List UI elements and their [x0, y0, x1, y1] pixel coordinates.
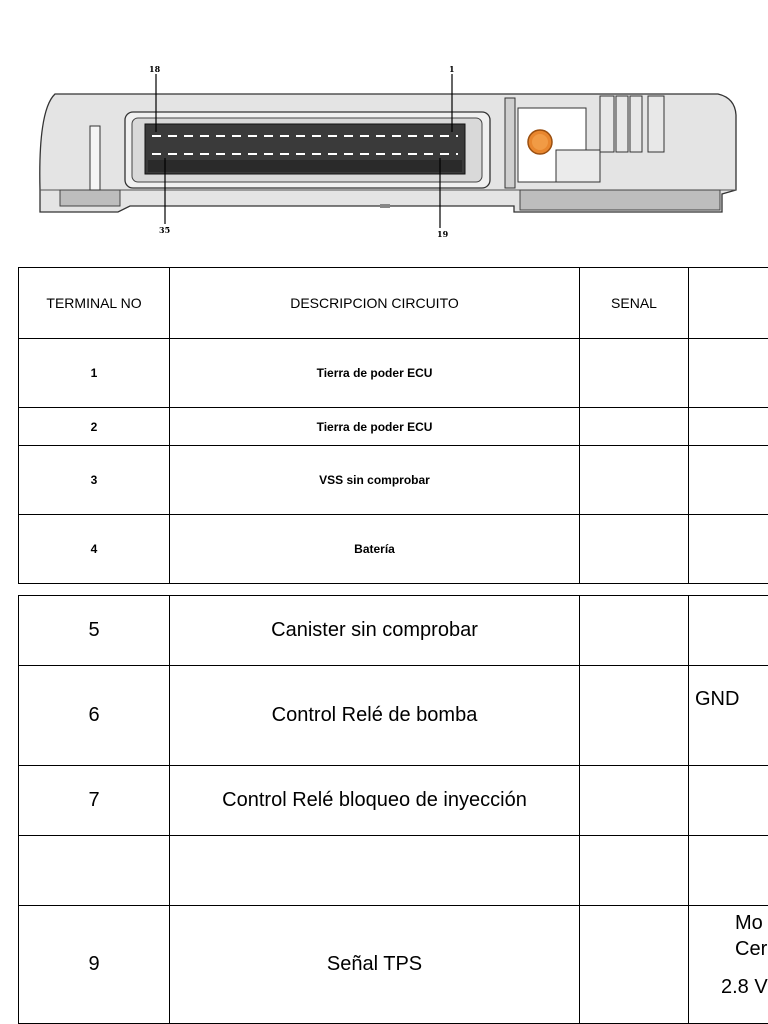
terminal-cell: [19, 836, 170, 906]
senal-cell: [580, 515, 689, 584]
extra-line: Mo: [735, 912, 763, 934]
housing-slot: [90, 126, 100, 190]
header-descripcion: DESCRIPCION CIRCUITO: [170, 268, 580, 339]
extra-cell: [689, 446, 768, 515]
senal-cell: [580, 836, 689, 906]
ecu-connector-diagram: [0, 0, 768, 250]
extra-cell: [689, 666, 768, 766]
senal-cell: [580, 339, 689, 408]
pin-label-1: 1: [449, 64, 455, 74]
terminal-cell: 1: [19, 339, 170, 408]
extra-cell: [689, 766, 768, 836]
description-cell: Batería: [170, 515, 580, 584]
pin-label-19: 19: [437, 229, 449, 239]
table-row: [19, 596, 768, 666]
senal-cell: [580, 666, 689, 766]
description-cell: Tierra de poder ECU: [170, 339, 580, 408]
extra-cell: [689, 906, 768, 1024]
terminal-cell: 3: [19, 446, 170, 515]
pin-label-35: 35: [159, 225, 171, 235]
extra-cell: [689, 836, 768, 906]
senal-cell: [580, 408, 689, 446]
extra-cell: [689, 408, 768, 446]
header-extra: [689, 268, 768, 339]
terminal-cell: 7: [19, 766, 170, 836]
description-cell: Tierra de poder ECU: [170, 408, 580, 446]
extra-cell: [689, 515, 768, 584]
table-header-row: [19, 268, 768, 339]
extra-cell: [689, 339, 768, 408]
senal-cell: [580, 446, 689, 515]
table-row: [19, 766, 768, 836]
table-row: [19, 515, 768, 584]
pinout-table-1: [18, 267, 768, 584]
header-terminal: TERMINAL NO: [19, 268, 170, 339]
description-cell: [170, 836, 580, 906]
terminal-cell: 4: [19, 515, 170, 584]
description-cell: Canister sin comprobar: [170, 596, 580, 666]
senal-cell: [580, 766, 689, 836]
table-row: [19, 836, 768, 906]
senal-cell: [580, 906, 689, 1024]
extra-cell: [689, 596, 768, 666]
extra-line: 2.8 V: [721, 976, 768, 998]
table-row: [19, 408, 768, 446]
description-cell: Control Relé de bomba: [170, 666, 580, 766]
pinout-table-2: [18, 595, 768, 1024]
terminal-cell: 2: [19, 408, 170, 446]
terminal-cell: 6: [19, 666, 170, 766]
description-cell: Señal TPS: [170, 906, 580, 1024]
header-senal: SENAL: [580, 268, 689, 339]
table-row: [19, 446, 768, 515]
table-row: [19, 906, 768, 1024]
terminal-cell: 9: [19, 906, 170, 1024]
table-row: [19, 339, 768, 408]
extra-line: Cer: [735, 938, 768, 960]
description-cell: VSS sin comprobar: [170, 446, 580, 515]
pin-label-18: 18: [149, 64, 161, 74]
table-row: [19, 666, 768, 766]
senal-cell: [580, 596, 689, 666]
description-cell: Control Relé bloqueo de inyección: [170, 766, 580, 836]
extra-text: GND: [695, 688, 740, 710]
terminal-cell: 5: [19, 596, 170, 666]
